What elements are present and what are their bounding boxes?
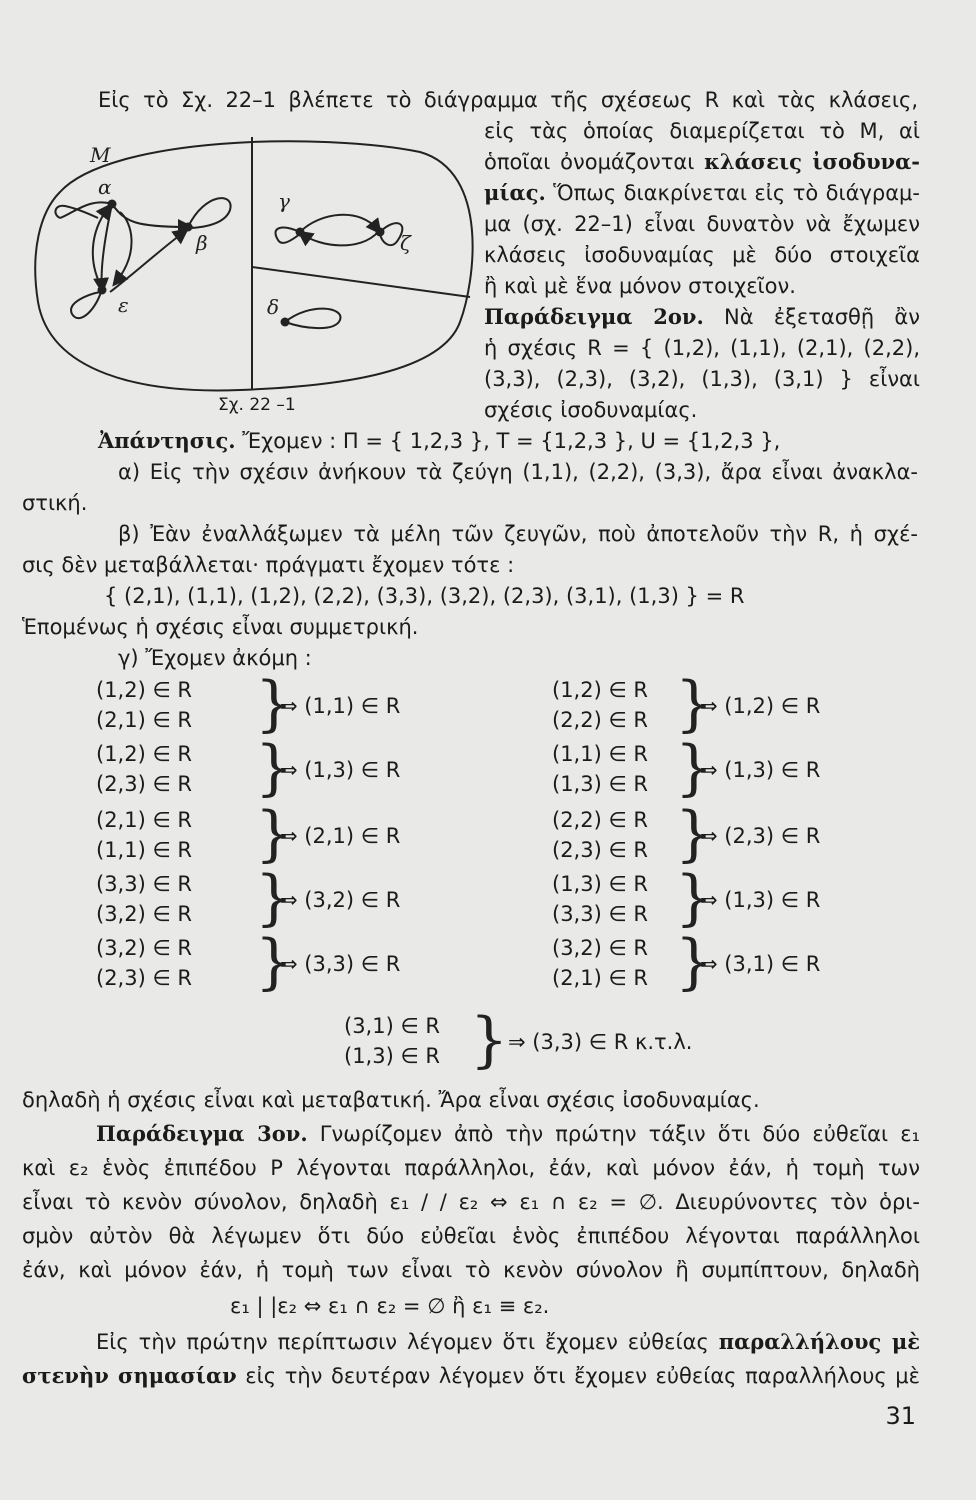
example3-heading: Παράδειγμα 3ον. Γνωρίζομεν ἀπὸ τὴν πρώτην τάξιν ὅτι δύο εὐθεῖαι ε₁ [96, 1121, 920, 1146]
right-brace: } [255, 863, 294, 933]
label-epsilon: ε [118, 293, 129, 317]
implication-premise-2: (3,3) ∈ R [552, 902, 649, 926]
answer-heading: Ἀπάντησις. Ἔχομεν : Π = { 1,2,3 }, T = {1,2,3 }, U = {1,2,3 }, [98, 428, 781, 453]
implication-result: ⇒ (3,1) ∈ R [700, 952, 821, 976]
example3-line-3: εἶναι τὸ κενὸν σύνολον, δηλαδὴ ε₁ / / ε₂ ⇔ ε₁ ∩ ε₂ = ∅. Διευρύνοντες τὸν ὁρι- [22, 1190, 920, 1214]
intro-line-1: Εἰς τὸ Σχ. 22–1 βλέπετε τὸ διάγραμμα τῆς σχέσεως R καὶ τὰς κλάσεις, [98, 88, 918, 112]
right-brace: } [675, 669, 714, 739]
answer-alpha-1: α) Εἰς τὴν σχέσιν ἀνήκουν τὰ ζεύγη (1,1), (2,2), (3,3), ἄρα εἶναι ἀνακλα- [118, 460, 918, 484]
intro-line-6: κλάσεις ἰσοδυναμίας μὲ δύο στοιχεῖα [484, 243, 920, 267]
implication-result: ⇒ (1,3) ∈ R [700, 888, 821, 912]
example3-line-7: στενὴν σημασίαν εἰς τὴν δευτέραν λέγομεν ὅτι ἔχομεν εὐθείας παραλλήλους μὲ [22, 1363, 921, 1388]
implication-result: ⇒ (2,3) ∈ R [700, 824, 821, 848]
example2-heading: Παράδειγμα 2ον. Νὰ ἐξετασθῇ ἂν [484, 304, 920, 329]
implication-premise-2: (3,2) ∈ R [96, 902, 193, 926]
example3-line-5: ἐάν, καὶ μόνον ἐάν, ἡ τομὴ των εἶναι τὸ κενὸν σύνολον ἢ συμπίπτουν, δηλαδὴ [22, 1258, 920, 1282]
answer-beta-4: Ἑπομένως ἡ σχέσις εἶναι συμμετρική. [22, 615, 419, 639]
implication-result: ⇒ (3,3) ∈ R [280, 952, 401, 976]
implication-premise-2: (2,3) ∈ R [552, 838, 649, 862]
right-brace: } [255, 669, 294, 739]
implication-result: ⇒ (2,1) ∈ R [280, 824, 401, 848]
implication-premise-1: (2,2) ∈ R [552, 808, 649, 832]
answer-alpha-2: στική. [22, 491, 88, 515]
implication-premise-2: (2,1) ∈ R [552, 966, 649, 990]
implication-premise-1: (1,2) ∈ R [96, 678, 193, 702]
implication-result: ⇒ (3,2) ∈ R [280, 888, 401, 912]
partition-horizontal [252, 267, 470, 297]
label-beta: β [196, 231, 208, 255]
implication-premise-1: (1,2) ∈ R [552, 678, 649, 702]
implication-premise-2: (2,2) ∈ R [552, 708, 649, 732]
right-brace: } [255, 927, 294, 997]
implication-result: ⇒ (1,2) ∈ R [700, 694, 821, 718]
implication-premise-1: (1,1) ∈ R [552, 742, 649, 766]
right-brace: } [255, 733, 294, 803]
implication-result: ⇒ (3,3) ∈ R κ.τ.λ. [508, 1030, 693, 1054]
implication-premise-1: (3,3) ∈ R [96, 872, 193, 896]
right-brace: } [675, 733, 714, 803]
answer-beta-1: β) Ἐὰν ἐναλλάξωμεν τὰ μέλη τῶν ζευγῶν, ποὺ ἀποτελοῦν τὴν R, ἡ σχέ- [118, 522, 918, 546]
implication-premise-2: (2,3) ∈ R [96, 772, 193, 796]
implication-result: ⇒ (1,1) ∈ R [280, 694, 401, 718]
implication-premise-1: (3,1) ∈ R [344, 1014, 441, 1038]
implication-premise-2: (1,3) ∈ R [344, 1044, 441, 1068]
label-delta: δ [267, 295, 280, 319]
label-M: M [90, 143, 111, 167]
label-zeta: ζ [400, 231, 411, 255]
example3-line-2: καὶ ε₂ ἑνὸς ἐπιπέδου P λέγονται παράλληλοι, ἐάν, καὶ μόνον ἐάν, ἡ τομὴ των [22, 1156, 920, 1180]
intro-line-3: ὁποῖαι ὀνομάζονται κλάσεις ἰσοδυνα- [484, 149, 921, 174]
example2-line-4: σχέσις ἰσοδυναμίας. [484, 398, 698, 422]
implication-result: ⇒ (1,3) ∈ R [700, 758, 821, 782]
figure-caption: Σχ. 22 –1 [218, 395, 296, 415]
implication-premise-1: (2,1) ∈ R [96, 808, 193, 832]
equivalence-class-diagram [20, 132, 480, 392]
implication-result: ⇒ (1,3) ∈ R [280, 758, 401, 782]
example3-line-4: σμὸν αὐτὸν θὰ λέγωμεν ὅτι δύο εὐθεῖαι ἑνὸς ἐπιπέδου λέγονται παράλληλοι [22, 1224, 920, 1248]
implication-premise-1: (1,2) ∈ R [96, 742, 193, 766]
intro-line-5: μα (σχ. 22–1) εἶναι δυνατὸν νὰ ἔχωμεν [484, 212, 920, 236]
answer-beta-3: { (2,1), (1,1), (1,2), (2,2), (3,3), (3,2), (2,3), (3,1), (1,3) } = R [104, 584, 745, 608]
implication-premise-2: (1,1) ∈ R [96, 838, 193, 862]
right-brace: } [470, 1005, 509, 1075]
example3-line-6: Εἰς τὴν πρώτην περίπτωσιν λέγομεν ὅτι ἔχομεν εὐθείας παραλλήλους μὲ [96, 1329, 920, 1354]
answer-gamma: γ) Ἔχομεν ἀκόμη : [118, 646, 312, 670]
implication-premise-1: (3,2) ∈ R [552, 936, 649, 960]
right-brace: } [675, 863, 714, 933]
example3-formula: ε₁ | |ε₂ ⇔ ε₁ ∩ ε₂ = ∅ ἢ ε₁ ≡ ε₂. [230, 1294, 550, 1318]
intro-line-4: μίας. Ὅπως διακρίνεται εἰς τὸ διάγραμ- [484, 180, 920, 205]
conclusion: δηλαδὴ ἡ σχέσις εἶναι καὶ μεταβατική. Ἄρα εἶναι σχέσις ἰσοδυναμίας. [22, 1088, 760, 1112]
implication-premise-1: (3,2) ∈ R [96, 936, 193, 960]
example2-line-2: ἡ σχέσις R = { (1,2), (1,1), (2,1), (2,2), [484, 336, 920, 360]
intro-line-2: εἰς τὰς ὁποίας διαμερίζεται τὸ M, αἱ [484, 119, 920, 143]
intro-line-7: ἢ καὶ μὲ ἕνα μόνον στοιχεῖον. [484, 274, 796, 298]
implication-premise-1: (1,3) ∈ R [552, 872, 649, 896]
right-brace: } [675, 927, 714, 997]
label-alpha: α [98, 175, 112, 199]
page-number: 31 [885, 1402, 916, 1430]
right-brace: } [255, 799, 294, 869]
implication-premise-2: (2,3) ∈ R [96, 966, 193, 990]
implication-premise-2: (2,1) ∈ R [96, 708, 193, 732]
example2-line-3: (3,3), (2,3), (3,2), (1,3), (3,1) } εἶναι [484, 367, 920, 391]
implication-premise-2: (1,3) ∈ R [552, 772, 649, 796]
label-gamma: γ [278, 189, 290, 213]
right-brace: } [675, 799, 714, 869]
answer-beta-2: σις δὲν μεταβάλλεται· πράγματι ἔχομεν τότε : [22, 553, 515, 577]
